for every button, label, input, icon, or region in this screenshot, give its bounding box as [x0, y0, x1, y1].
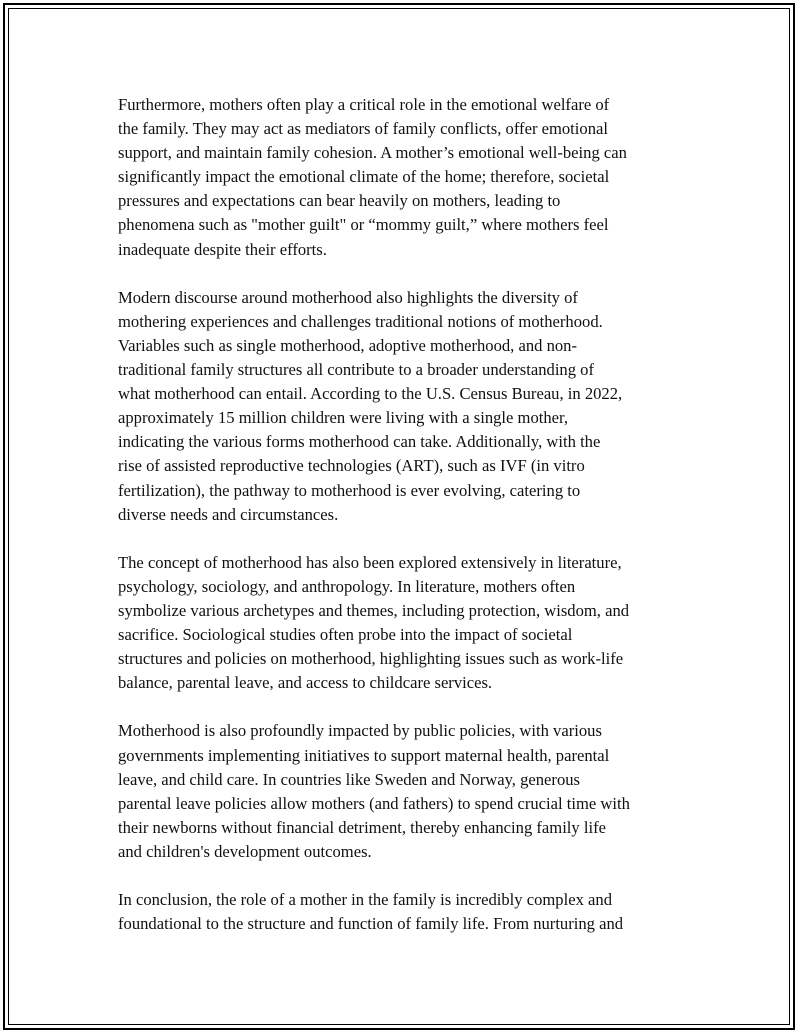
text-line: Variables such as single motherhood, adoptive motherhood, and non-	[118, 335, 577, 355]
text-line: diverse needs and circumstances.	[118, 504, 339, 524]
text-line: traditional family structures all contribute to a broader understanding of	[118, 360, 595, 380]
text-line: rise of assisted reproductive technologies (ART), such as IVF (in vitro	[118, 456, 585, 476]
text-line: Furthermore, mothers often play a critical role in the emotional welfare of	[118, 95, 610, 114]
text-line: support, and maintain family cohesion. A mother’s emotional well-being can	[118, 143, 627, 163]
text-line: leave, and child care. In countries like Sweden and Norway, generous	[118, 769, 580, 789]
paragraph-conclusion	[118, 888, 693, 936]
text-line: symbolize various archetypes and themes, including protection, wisdom, and	[118, 600, 630, 620]
paragraph-concept-of-motherhood	[118, 551, 693, 696]
text-line: balance, parental leave, and access to childcare services.	[118, 673, 493, 693]
text-line: and children's development outcomes.	[118, 841, 372, 861]
text-line: governments implementing initiatives to support maternal health, parental	[118, 745, 610, 765]
text-line: parental leave policies allow mothers (and fathers) to spend crucial time with	[118, 793, 630, 813]
text-line: inadequate despite their efforts.	[118, 239, 327, 259]
text-line: psychology, sociology, and anthropology. In literature, mothers often	[118, 576, 576, 596]
text-line: the family. They may act as mediators of family conflicts, offer emotional	[118, 119, 608, 139]
text-line: pressures and expectations can bear heavily on mothers, leading to	[118, 191, 561, 211]
text-line: significantly impact the emotional climate of the home; therefore, societal	[118, 167, 610, 187]
paragraph-modern-discourse	[118, 286, 693, 527]
text-line: Modern discourse around motherhood also highlights the diversity of	[118, 287, 578, 307]
text-line: what motherhood can entail. According to the U.S. Census Bureau, in 2022,	[118, 384, 623, 404]
paragraph-public-policies	[118, 719, 693, 864]
text-line: sacrifice. Sociological studies often probe into the impact of societal	[118, 625, 573, 645]
text-line: mothering experiences and challenges traditional notions of motherhood.	[118, 311, 603, 331]
text-line: fertilization), the pathway to motherhood is ever evolving, catering to	[118, 480, 581, 500]
text-line: structures and policies on motherhood, highlighting issues such as work-life	[118, 649, 624, 669]
paragraph-emotional-welfare	[118, 93, 693, 262]
text-line: foundational to the structure and function of family life. From nurturing and	[118, 914, 624, 934]
text-line: Motherhood is also profoundly impacted by public policies, with various	[118, 721, 602, 741]
text-line: phenomena such as "mother guilt" or “mommy guilt,” where mothers feel	[118, 215, 609, 235]
text-line: indicating the various forms motherhood can take. Additionally, with the	[118, 432, 601, 452]
document-body	[118, 93, 693, 960]
text-line: In conclusion, the role of a mother in the family is incredibly complex and	[118, 890, 612, 910]
text-line: The concept of motherhood has also been explored extensively in literature,	[118, 552, 622, 572]
text-line: their newborns without financial detriment, thereby enhancing family life	[118, 817, 606, 837]
text-line: approximately 15 million children were living with a single mother,	[118, 408, 569, 428]
